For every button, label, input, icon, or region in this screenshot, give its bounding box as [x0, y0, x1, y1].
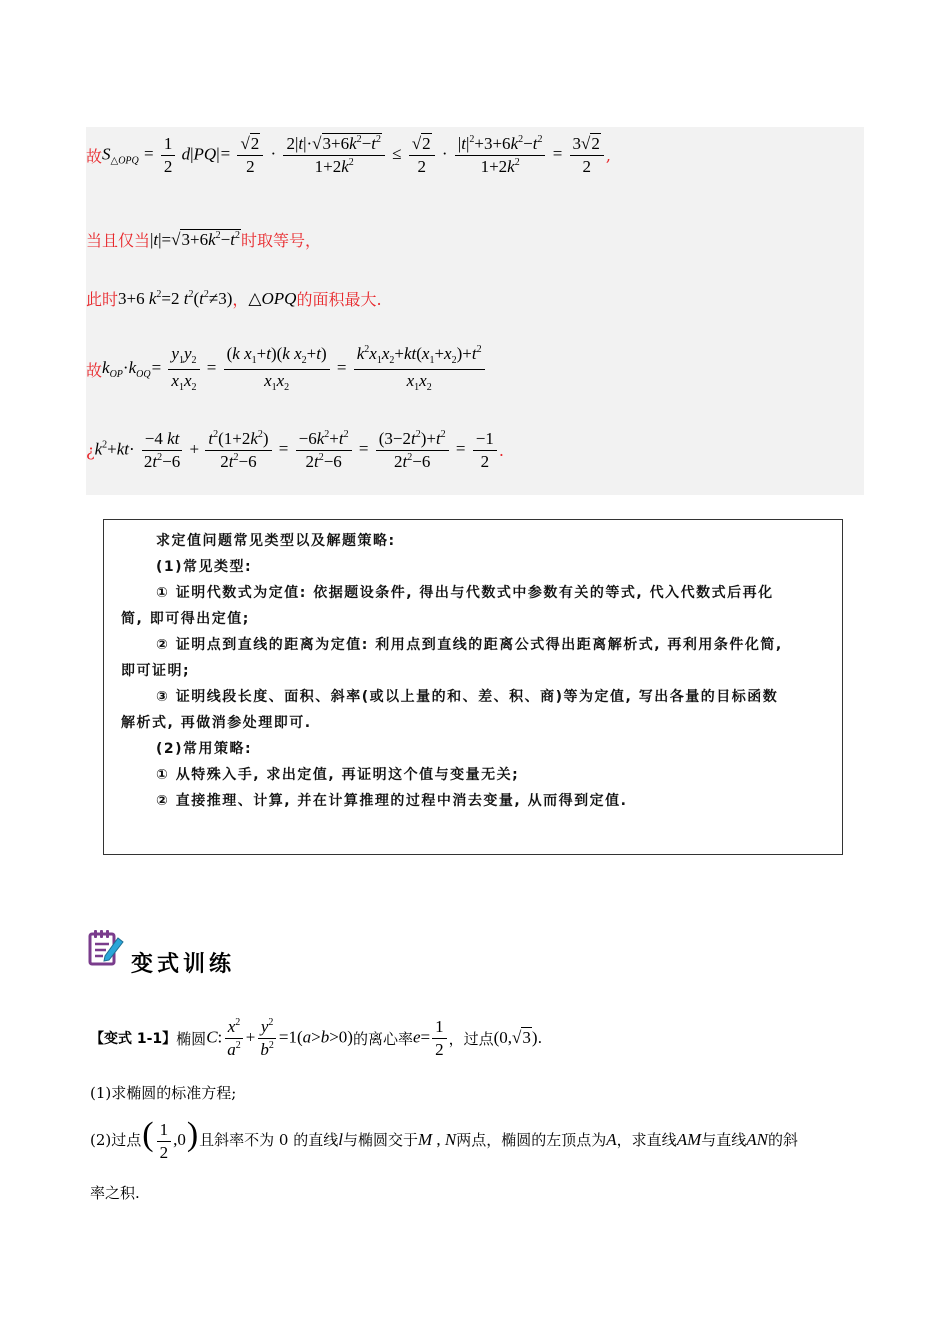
strategy-title: 求定值问题常见类型以及解题策略: — [156, 533, 396, 549]
strategy-heading-methods: (2)常用策略: — [156, 741, 253, 757]
slope-product-simplified: $k^2+kt\cdot$ $\frac{-4 kt}{2t^2-6}$ + $\frac{t^2(1+2k^2)}{2t^2-6}$ = $\frac{-6k^2+t^2}{2t^2-6}$ = $\frac{(3-2t^2)+t^2}{2t^2-6}$ = $\frac{-1}{2}$ — [95, 430, 499, 471]
solution-line-1: 故 $S_{\triangle OPQ}$ = $\frac{1}{2}$ d|PQ|= $\frac{√2}{2}$ · $\frac{2|t|\cdot√3+6k^2-t^2}{1+2k^2}$ ≤ $\frac{√2}{2}$ · $\frac{|t|^2+3+6k^2-t^2}{1+2k^2}$ = $\frac{3√2}{2}$ , — [86, 134, 611, 176]
strategy-box — [103, 519, 843, 855]
strategy-method-1: ① 从特殊入手, 求出定值, 再证明这个值与变量无关; — [156, 767, 520, 783]
exercise-tag: 【变式 1-1】 — [90, 1031, 177, 1048]
text-gu: 故 — [86, 146, 103, 166]
strategy-item-3b: 解析式, 再做消参处理即可. — [121, 715, 312, 731]
strategy-item-2b: 即可证明; — [121, 663, 191, 679]
strategy-method-2: ② 直接推理、计算, 并在计算推理的过程中消去变量, 从而得到定值. — [156, 793, 628, 809]
area-formula: $S_{\triangle OPQ}$ = $\frac{1}{2}$ d|PQ|= $\frac{√2}{2}$ · $\frac{2|t|\cdot√3+6k^2-t^2}{1+2k^2}$ ≤ $\frac{√2}{2}$ · $\frac{|t|^2+3+6k^2-t^2}{1+2k^2}$ = $\frac{3√2}{2}$ — [102, 135, 606, 176]
strategy-item-1b: 简, 即可得出定值; — [121, 611, 250, 627]
slope-product-formula: $k_{OP}\cdot k_{OQ}=$ $\frac{y_1y_2}{x_1x_2}$ = $\frac{(k x_1+t)(k x_2+t)}{x_1x_2}$ = $\frac{k^2x_1x_2+kt(x_1+x_2)+t^2}{x_1x_2}$ — [102, 345, 487, 393]
strategy-item-2a: ② 证明点到直线的距离为定值: 利用点到直线的距离公式得出距离解析式, 再利用条件化简, — [156, 637, 783, 653]
exercise-question-2-cont: 率之积. — [90, 1184, 140, 1202]
text-max-area: 的面积最大. — [296, 290, 382, 309]
solution-block — [86, 127, 864, 495]
strategy-item-3a: ③ 证明线段长度、面积、斜率(或以上量的和、差、积、商)等为定值, 写出各量的目标函数 — [156, 689, 779, 705]
strategy-heading-types: (1)常见类型: — [156, 559, 253, 575]
exercise-statement: 【变式 1-1】 椭圆 C: $\frac{x^2}{a^2}$ + $\frac{y^2}{b^2}$ =1(a>b>0) 的离心率 e= $\frac{1}{2}$ ，过点 (0,√3) . — [90, 1017, 543, 1059]
section-title: 变式训练 — [131, 952, 236, 977]
ellipse-equation: C: $\frac{x^2}{a^2}$ + $\frac{y^2}{b^2}$ =1(a>b>0) — [206, 1017, 353, 1059]
solution-line-2: 当且仅当 $|t|=√3+6k^2-t^2$ 时取等号， — [86, 229, 321, 250]
solution-line-4 — [86, 345, 487, 393]
notebook-pencil-icon — [88, 928, 124, 966]
strategy-item-1a: ① 证明代数式为定值: 依据题设条件, 得出与代数式中参数有关的等式, 代入代数式后再化 — [156, 585, 774, 601]
text-gu-2: 故 — [86, 360, 103, 380]
solution-line-5: ¿ $k^2+kt\cdot$ $\frac{-4 kt}{2t^2-6}$ + $\frac{t^2(1+2k^2)}{2t^2-6}$ = $\frac{-6k^2+t^2}{2t^2-6}$ = $\frac{(3-2t^2)+t^2}{2t^2-6}$ = $\frac{-1}{2}$ . — [86, 429, 504, 471]
exercise-question-2: (2)过点 ( $\frac{1}{2}$ ,0) 且斜率不为 0 的直线 l 与椭圆交于 M , N 两点，椭圆的左顶点为 A ，求直线 AM 与直线 AN 的斜 — [90, 1116, 798, 1162]
text-equality-condition: 当且仅当 — [86, 231, 151, 250]
text-equality-taken: 时取等号， — [240, 231, 321, 250]
solution-line-3: 此时 3+6 $k^2=2$ $t^2(t^2\ne 3)$ ， △OPQ 的面积最大. — [86, 288, 382, 309]
text-now: 此时 — [86, 290, 119, 309]
exercise-question-1: (1)求椭圆的标准方程; — [90, 1084, 237, 1102]
